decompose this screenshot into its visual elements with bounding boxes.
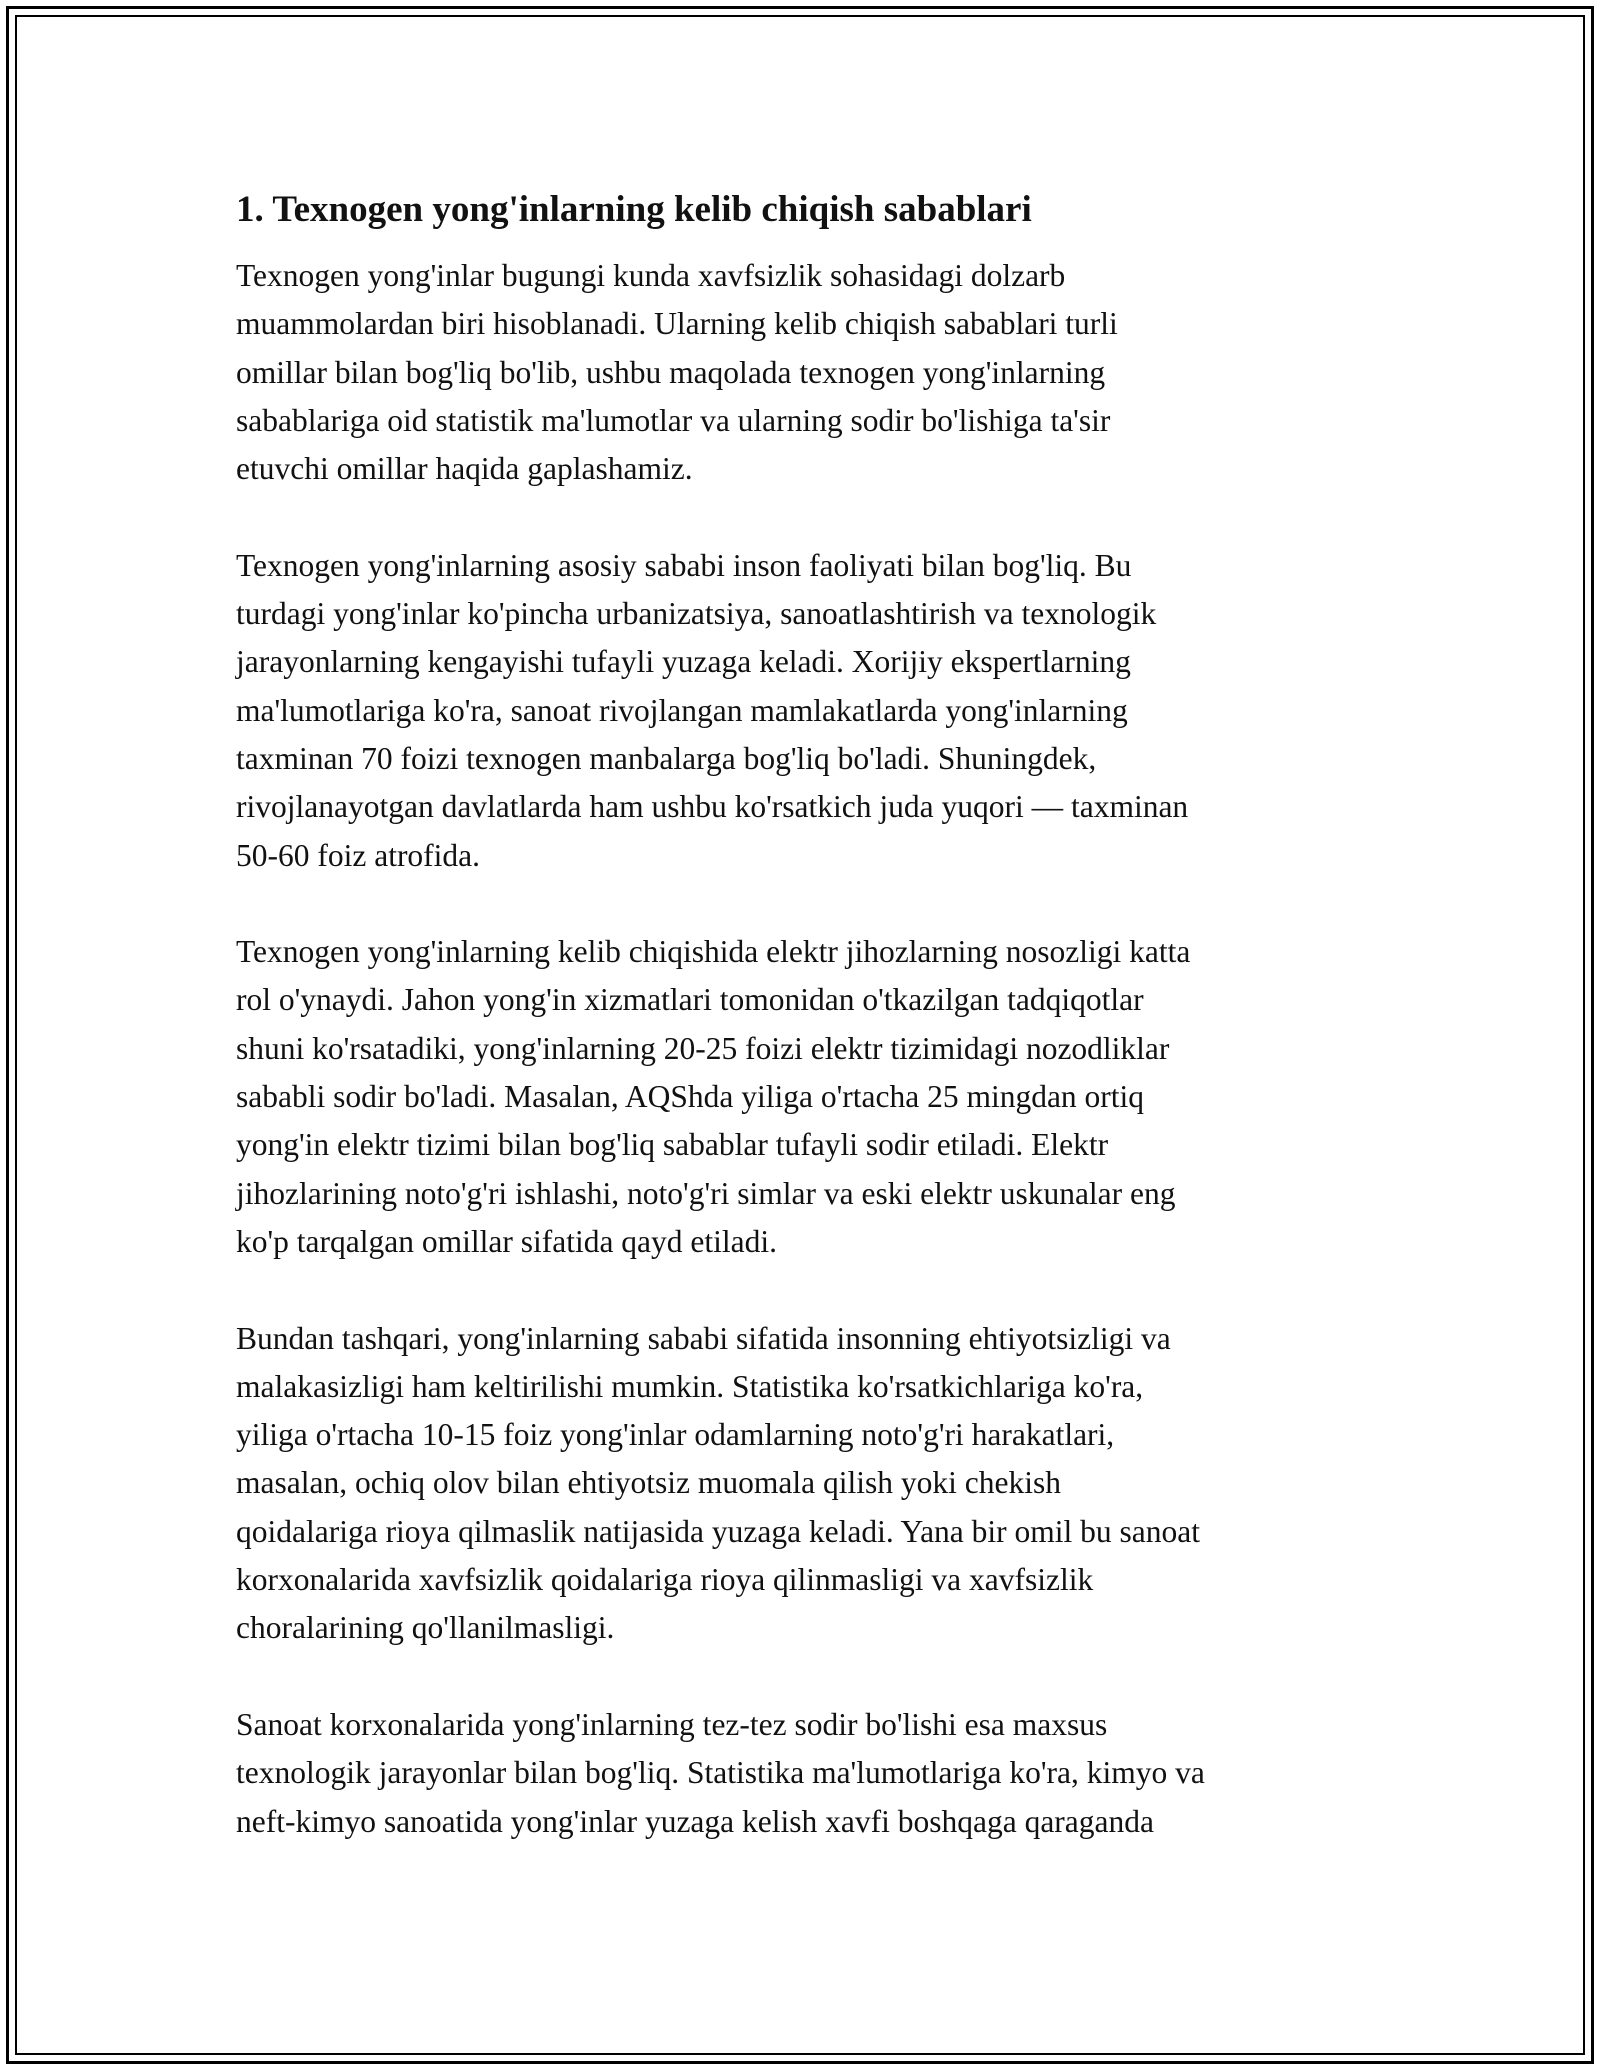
paragraph-2: [236, 542, 1376, 880]
text-line: qoidalariga rioya qilmaslik natijasida yuzaga keladi. Yana bir omil bu sanoat: [236, 1513, 1201, 1549]
document-body: [236, 186, 1376, 1894]
text-line: Bundan tashqari, yong'inlarning sababi sifatida insonning ehtiyotsizligi va: [236, 1320, 1171, 1356]
text-line: texnologik jarayonlar bilan bog'liq. Statistika ma'lumotlariga ko'ra, kimyo va: [236, 1755, 1205, 1791]
text-line: yong'in elektr tizimi bilan bog'liq sabablar tufayli sodir etiladi. Elektr: [236, 1127, 1109, 1163]
text-line: malakasizligi ham keltirilishi mumkin. Statistika ko'rsatkichlariga ko'ra,: [236, 1368, 1144, 1404]
text-line: rol o'ynaydi. Jahon yong'in xizmatlari tomonidan o'tkazilgan tadqiqotlar: [236, 982, 1144, 1018]
paragraph-1: [236, 252, 1376, 493]
text-line: omillar bilan bog'liq bo'lib, ushbu maqolada texnogen yong'inlarning: [236, 354, 1106, 390]
text-line: Sanoat korxonalarida yong'inlarning tez-tez sodir bo'lishi esa maxsus: [236, 1706, 1108, 1742]
text-line: ma'lumotlariga ko'ra, sanoat rivojlangan mamlakatlarda yong'inlarning: [236, 692, 1128, 728]
section-heading: 1. Texnogen yong'inlarning kelib chiqish sabablari: [236, 189, 1032, 230]
paragraph-4: [236, 1315, 1376, 1653]
text-line: jarayonlarning kengayishi tufayli yuzaga keladi. Xorijiy ekspertlarning: [236, 644, 1131, 680]
text-line: etuvchi omillar haqida gaplashamiz.: [236, 451, 693, 487]
text-line: jihozlarining noto'g'ri ishlashi, noto'g'ri simlar va eski elektr uskunalar eng: [236, 1175, 1176, 1211]
text-line: 50-60 foiz atrofida.: [236, 837, 481, 873]
text-line: sabablariga oid statistik ma'lumotlar va ularning sodir bo'lishiga ta'sir: [236, 402, 1111, 438]
text-line: ko'p tarqalgan omillar sifatida qayd etiladi.: [236, 1223, 778, 1259]
text-line: yiliga o'rtacha 10-15 foiz yong'inlar odamlarning noto'g'ri harakatlari,: [236, 1417, 1115, 1453]
text-line: sababli sodir bo'ladi. Masalan, AQShda yiliga o'rtacha 25 mingdan ortiq: [236, 1079, 1145, 1115]
text-line: muammolardan biri hisoblanadi. Ularning kelib chiqish sabablari turli: [236, 306, 1118, 342]
text-line: turdagi yong'inlar ko'pincha urbanizatsiya, sanoatlashtirish va texnologik: [236, 596, 1157, 632]
paragraph-3: [236, 928, 1376, 1266]
text-line: shuni ko'rsatadiki, yong'inlarning 20-25 foizi elektr tizimidagi nozodliklar: [236, 1030, 1170, 1066]
text-line: Texnogen yong'inlarning asosiy sababi inson faoliyati bilan bog'liq. Bu: [236, 547, 1132, 583]
text-line: choralarining qo'llanilmasligi.: [236, 1610, 615, 1646]
text-line: taxminan 70 foizi texnogen manbalarga bog'liq bo'ladi. Shuningdek,: [236, 740, 1097, 776]
paragraph-5: [236, 1701, 1376, 1846]
text-line: Texnogen yong'inlar bugungi kunda xavfsizlik sohasidagi dolzarb: [236, 258, 1066, 293]
text-line: Texnogen yong'inlarning kelib chiqishida elektr jihozlarning nosozligi katta: [236, 934, 1191, 970]
text-line: korxonalarida xavfsizlik qoidalariga rioya qilinmasligi va xavfsizlik: [236, 1562, 1094, 1598]
text-line: masalan, ochiq olov bilan ehtiyotsiz muomala qilish yoki chekish: [236, 1465, 1061, 1501]
text-line: rivojlanayotgan davlatlarda ham ushbu ko'rsatkich juda yuqori — taxminan: [236, 789, 1189, 825]
text-line: neft-kimyo sanoatida yong'inlar yuzaga kelish xavfi boshqaga qaraganda: [236, 1803, 1154, 1839]
